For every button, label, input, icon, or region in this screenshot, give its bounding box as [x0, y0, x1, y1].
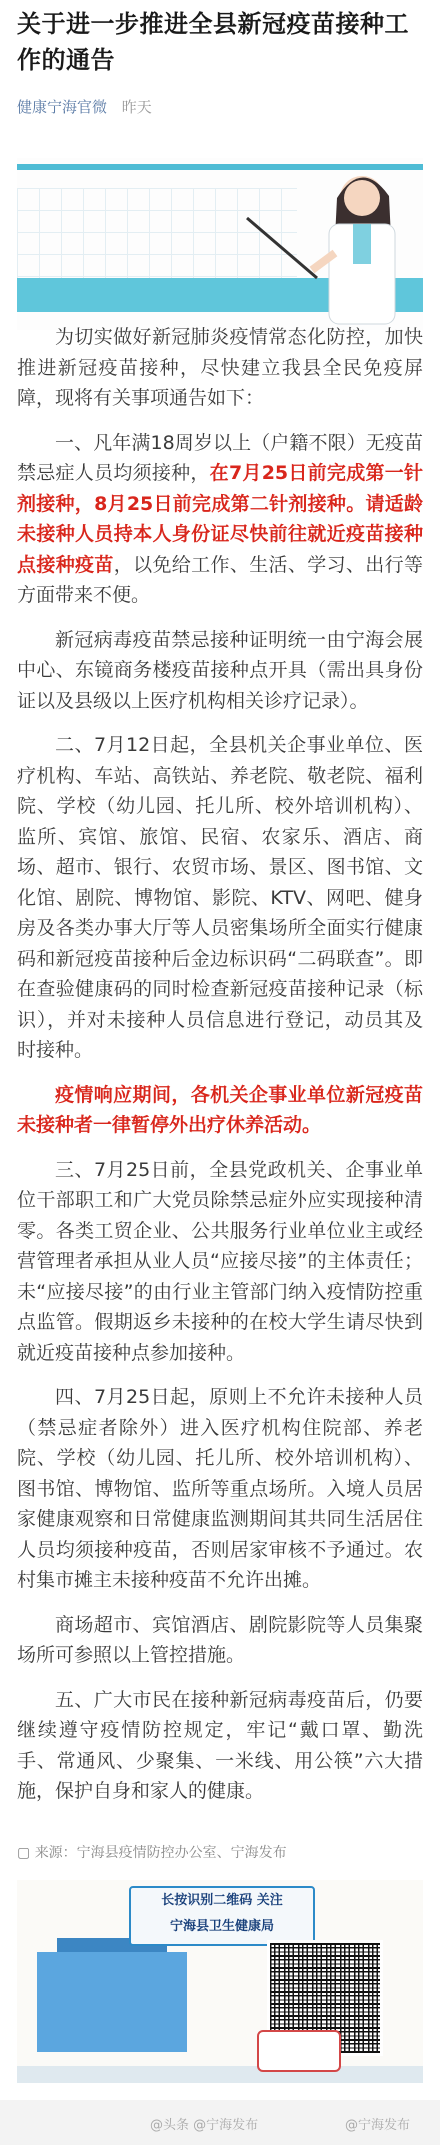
highlight-text: 疫情响应期间，各机关企事业单位新冠疫苗未接种者一律暂停外出疗休养活动。	[17, 1083, 423, 1136]
body-text: 三、7月25日前，全县党政机关、企事业单位干部职工和广大党员除禁忌症外应实现接种清零。各类工贸企业、公共服务行业单位业主或经营管理者承担从业人员“应接尽接”的主体责任；未“应接尽接”的由行业主管部门纳入疫情防控重点监管。假期返乡未接种的在校大学生请尽快到就近疫苗接种点参加接种。	[17, 1158, 423, 1364]
body-text: 新冠病毒疫苗禁忌接种证明统一由宁海会展中心、东镜商务楼疫苗接种点开具（需出具身份证以及县级以上医疗机构相关诊疗记录）。	[17, 628, 423, 712]
body-paragraph	[17, 322, 423, 414]
body-paragraph	[17, 1610, 423, 1671]
body-paragraph	[17, 1155, 423, 1369]
source-note	[17, 1842, 287, 1862]
body-text: ，以免给工作、生活、学习、出行等方面带来不便。	[17, 553, 423, 606]
body-paragraph	[17, 1685, 423, 1807]
body-text: 一、凡年满18周岁以上（户籍不限）无疫苗禁忌症人员均须接种，	[17, 431, 423, 484]
ambulance-icon	[257, 2030, 341, 2072]
body-paragraph	[17, 428, 423, 611]
qr-poster-image	[17, 1880, 423, 2083]
body-text: 四、7月25日起，原则上不允许未接种人员（禁忌症者除外）进入医疗机构住院部、养老院、学校（幼儿园、托儿所、校外培训机构）、图书馆、博物馆、监所等重点场所。入境人员居家健康观察和日常健康监测期间其共同生活居住人员均须接种疫苗，否则居家审核不予通过。农村集市摊主未接种疫苗不允许出摊。	[17, 1386, 423, 1591]
poster-road	[17, 2066, 423, 2083]
doctor-illustration-icon	[17, 158, 423, 330]
body-paragraph	[17, 1382, 423, 1596]
watermark-left: @头条 @宁海发布	[150, 2118, 259, 2133]
source-text: 来源：宁海县疫情防控办公室、宁海发布	[34, 1845, 287, 1861]
body-text: 二、7月12日起，全县机关企事业单位、医疗机构、车站、高铁站、养老院、敬老院、福利院、学校（幼儿园、托儿所、校外培训机构）、监所、宾馆、旅馆、民宿、农家乐、酒店、商场、超市、银行、农贸市场、景区、图书馆、文化馆、剧院、博物馆、影院、KTV、网吧、健身房及各类办事大厅等人员密集场所全面实行健康码和新冠疫苗接种后金边标识码“二码联查”。即在查验健康码的同时检查新冠疫苗接种记录（标识），并对未接种人员信息进行登记，动员其及时接种。	[17, 734, 423, 1061]
body-paragraph	[17, 730, 423, 1066]
body-paragraph	[17, 1080, 423, 1141]
hospital-building-icon	[37, 1952, 187, 2052]
article-title: 关于进一步推进全县新冠疫苗接种工作的通告	[17, 10, 409, 74]
body-text: 为切实做好新冠肺炎疫情常态化防控，加快推进新冠疫苗接种，尽快建立我县全民免疫屏障，现将有关事项通告如下：	[17, 326, 423, 409]
article-meta	[17, 96, 152, 117]
article-body	[17, 322, 423, 1821]
watermark-bar	[0, 2100, 440, 2145]
body-paragraph	[17, 625, 423, 717]
poster-banner	[129, 1886, 315, 1946]
poster-line2: 宁海县卫生健康局	[169, 1919, 274, 1934]
publish-time: 昨天	[121, 98, 152, 116]
watermark-right: @宁海发布	[345, 2118, 411, 2133]
highlight-text: 在7月25日前完成第一针剂接种，8月25日前完成第二针剂接种。请适龄未接种人员持本人身份证尽快前往就近疫苗接种点接种疫苗	[17, 462, 423, 576]
account-name[interactable]: 健康宁海官微	[17, 98, 108, 116]
body-text: 商场超市、宾馆酒店、剧院影院等人员集聚场所可参照以上管控措施。	[17, 1613, 423, 1666]
source-icon: ▢	[17, 1845, 35, 1861]
poster-line1: 长按识别二维码 关注	[161, 1893, 283, 1908]
header-banner-image	[17, 158, 423, 330]
body-text: 五、广大市民在接种新冠病毒疫苗后，仍要继续遵守疫情防控规定，牢记“戴口罩、勤洗手、常通风、少聚集、一米线、用公筷”六大措施，保护自身和家人的健康。	[17, 1688, 423, 1802]
